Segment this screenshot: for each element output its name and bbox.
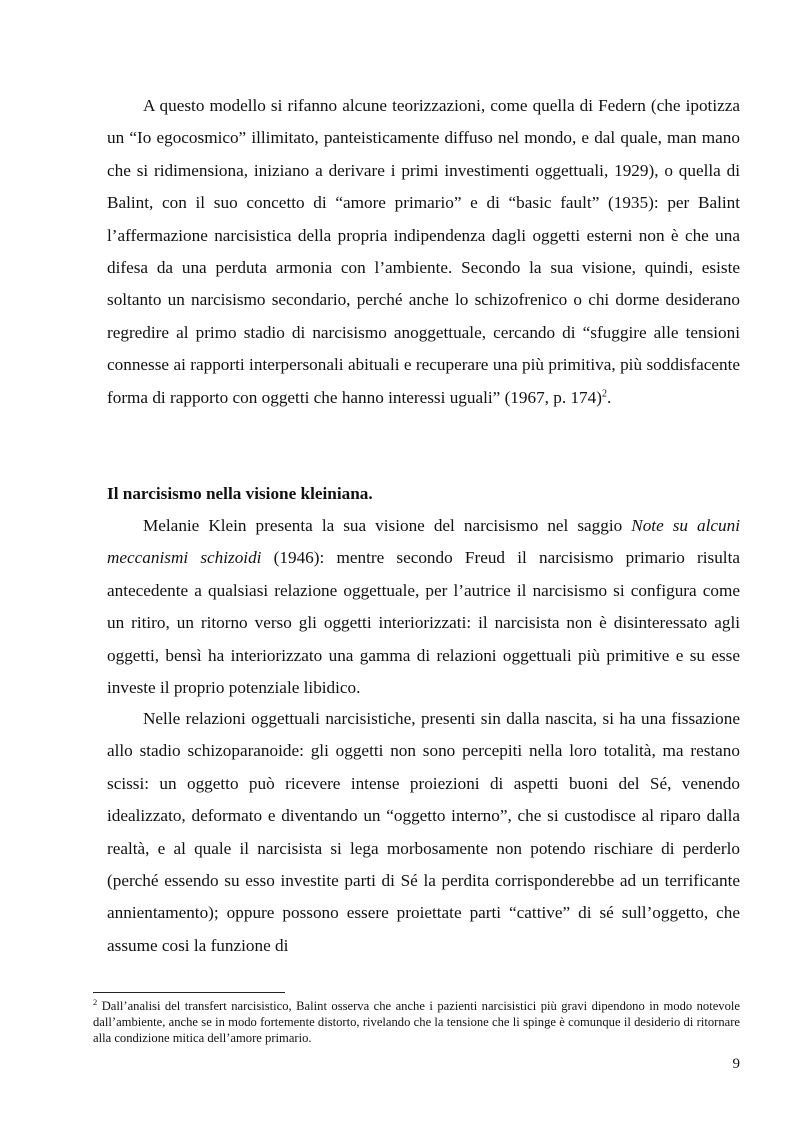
footnote bbox=[93, 998, 740, 1046]
paragraph-object-relations bbox=[107, 703, 740, 962]
footnote-number: 2 bbox=[93, 996, 98, 1007]
paragraph-3: Nelle relazioni oggettuali narcisistiche, presenti sin dalla nascita, si ha una fissazione allo stadio schizoparanoide: gli oggetti non sono percepiti nella loro totalità, ma restano scissi: un oggetto può ricevere intense proiezioni di aspetti buoni del Sé, venendo idealizzato, deformato e diventando un “oggetto interno”, che si custodisce al riparo dalla realtà, e al quale il narcisista si lega morbosamente non potendo rischiare di perderlo (perché essendo su esso investite parti di Sé la perdita corrisponderebbe ad un terrificante annientamento); oppure possono essere proiettate parti “cattive” di sé sull’oggetto, che assume cosi la funzione di bbox=[107, 709, 740, 955]
footnote-text: Dall’analisi del transfert narcisistico, Balint osserva che anche i pazienti narcisistici più gravi dipendono in modo notevole dall’ambiente, anche se in modo fortemente distorto, rivelando che la tensione che li spinge è comunque il desiderio di ritornare alla condizione mitica dell’amore primario. bbox=[93, 999, 740, 1045]
paragraph-klein-intro bbox=[107, 510, 740, 704]
paragraph-2 bbox=[107, 510, 740, 704]
paragraph-1-text: A questo modello si rifanno alcune teorizzazioni, come quella di Federn (che ipotizza un “Io egocosmico” illimitato, panteisticamente diffuso nel mondo, e dal quale, man mano che si ridimensiona, iniziano a derivare i primi investimenti oggettuali, 1929), o quella di Balint, con il suo concetto di “amore primario” e di “basic fault” (1935): per Balint l’affermazione narcisistica della propria indipendenza dagli oggetti esterni non è che una difesa da una perduta armonia con l’ambiente. Secondo la sua visione, quindi, esiste soltanto un narcisismo secondario, perché anche lo schizofrenico o chi dorme desiderano regredire al primo stadio di narcisismo anoggettuale, cercando di “sfuggire alle tensioni connesse ai rapporti interpersonali abituali e recuperare una più primitiva, più soddisfacente forma di rapporto con oggetti che hanno interessi uguali” (1967, p. 174) bbox=[107, 96, 740, 407]
section-heading: Il narcisismo nella visione kleiniana. bbox=[107, 484, 373, 503]
paragraph-1-end: . bbox=[606, 387, 612, 407]
paragraph-1 bbox=[107, 90, 740, 414]
page-number: 9 bbox=[732, 1056, 740, 1072]
book-title: Note su alcuni meccanismi schizoidi bbox=[107, 516, 740, 568]
footnote-divider bbox=[93, 992, 285, 993]
footnote-reference[interactable]: 2 bbox=[601, 387, 607, 399]
paragraph-2-lead: Melanie Klein presenta la sua visione del narcisismo nel saggio bbox=[143, 516, 632, 535]
paragraph-federn-balint bbox=[107, 90, 740, 414]
paragraph-2-rest: (1946): mentre secondo Freud il narcisismo primario risulta antecedente a qualsiasi relazione oggettuale, per l’autrice il narcisismo si configura come un ritiro, un ritorno verso gli oggetti interiorizzati: il narcisista non è disinteressato agli oggetti, bensì ha interiorizzato una gamma di relazioni oggettuali più primitive e su esse investe il proprio potenziale libidico. bbox=[107, 548, 740, 698]
